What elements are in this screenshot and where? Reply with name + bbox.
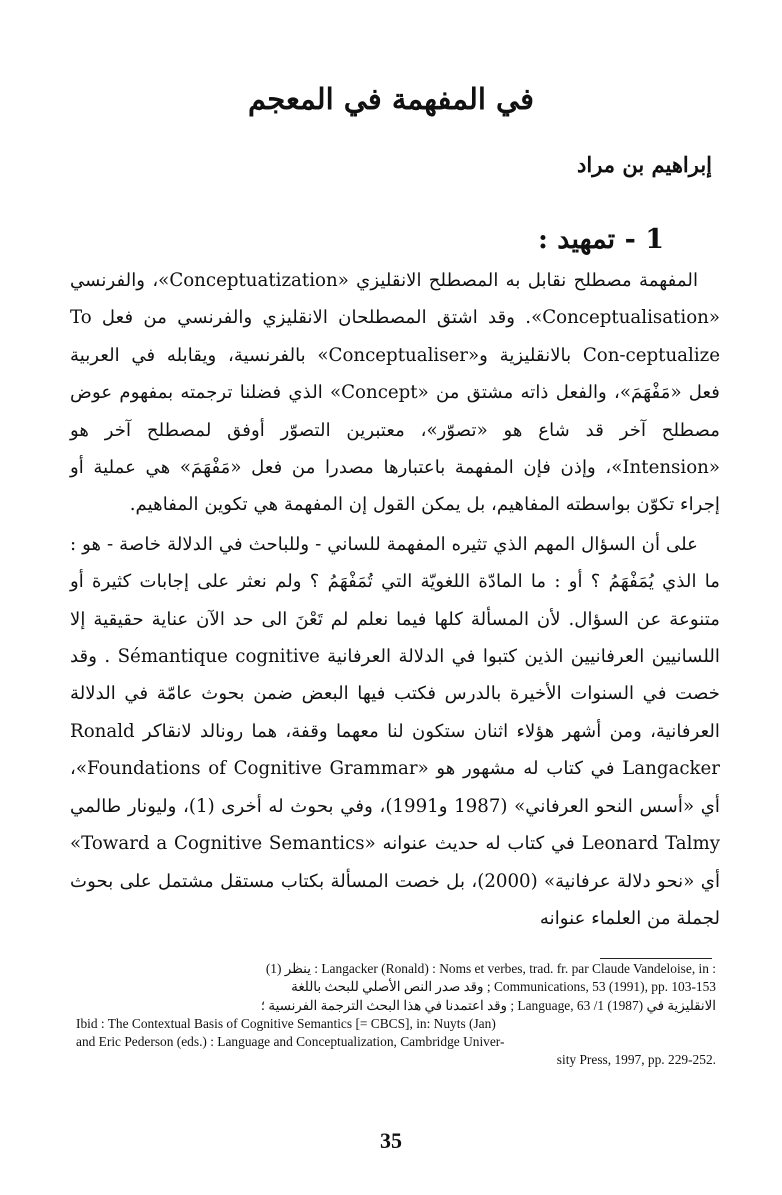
footnote-line: Ibid : The Contextual Basis of Cognitive Semantics [= CBCS], in: Nuyts (Jan) xyxy=(76,1015,496,1031)
footnotes xyxy=(76,960,716,1070)
author-name: إبراهيم بن مراد xyxy=(577,152,712,177)
article-title: في المفهمة في المعجم xyxy=(247,82,535,116)
footnote-line: and Eric Pederson (eds.) : Language and Conceptualization, Cambridge Univer- xyxy=(76,1034,505,1050)
footnote-line: الانقليزية في (1987) Language, 63 /1 ; وقد اعتمدنا في هذا البحث الترجمة الفرنسية ؛ xyxy=(260,997,716,1013)
paragraph-1: المفهمة مصطلح نقابل به المصطلح الانقليزي «Conceptuatization»، والفرنسي «Conceptualisation». وقد اشتق المصطلحان الانقليزي والفرنسي من فعل To Con-ceptualize بالانقليزية و«Conceptualiser» بالفرنسية، ويقابله في العربية فعل «مَفْهَمَ»، والفعل ذاته مشتق من «Concept» الذي فضلنا ترجمته بمفهوم عوض مصطلح آخر قد شاع هو «تصوّر»، معتبرين التصوّر أوفق لمصطلح آخر هو «Intension»، وإذن فإن المفهمة باعتبارها مصدرا من فعل «مَفْهَمَ» هي عملية أو إجراء تكوّن بواسطته المفاهيم، بل يمكن القول إن المفهمة هي تكوين المفاهيم. xyxy=(70,270,721,516)
footnote-line: Communications, 53 (1991), pp. 103-153 ; وقد صدر النص الأصلي للبحث باللغة xyxy=(291,979,716,995)
body-text xyxy=(70,262,720,939)
paragraph-2: على أن السؤال المهم الذي تثيره المفهمة للساني - وللباحث في الدلالة خاصة - هو : ما الذي يُمَفْهَمُ ؟ أو : ما المادّة اللغويّة التي تُمَفْهَمُ ؟ ولم نعثر على إجابات كثيرة أو متنوعة عن السؤال. لأن المسألة كلها فيما نعلم لم تَعْنَ الى حد الآن عناية حقيقية إلا اللسانيين العرفانيين الذين كتبوا في الدلالة العرفانية Sémantique cognitive . وقد خصت في السنوات الأخيرة بالدرس فكتب فيها البعض ضمن بحوث عامّة في الدلالة العرفانية، ومن أشهر هؤلاء اثنان ستكون لنا معهما وقفة، هما رونالد لانقاكر Ronald Langacker في كتاب له مشهور هو «Foundations of Cognitive Grammar»، أي «أسس النحو العرفاني» (1987 و1991)، وفي بحوث له أخرى (1)، وليونار طالمي Leonard Talmy في كتاب له حديث عنوانه «Toward a Cognitive Semantics» أي «نحو دلالة عرفانية» (2000)، بل خصت المسألة بكتاب مستقل مشتمل على بحوث لجملة من العلماء عنوانه xyxy=(70,533,720,929)
footnote-line: (1) ينظر : Langacker (Ronald) : Noms et verbes, trad. fr. par Claude Vandeloise, in : xyxy=(265,961,716,976)
page-number: 35 xyxy=(380,1128,402,1153)
section-heading: 1 - تمهيد : xyxy=(537,224,664,255)
footnote-divider xyxy=(600,958,712,959)
footnote-line: sity Press, 1997, pp. 229-252. xyxy=(556,1052,716,1068)
